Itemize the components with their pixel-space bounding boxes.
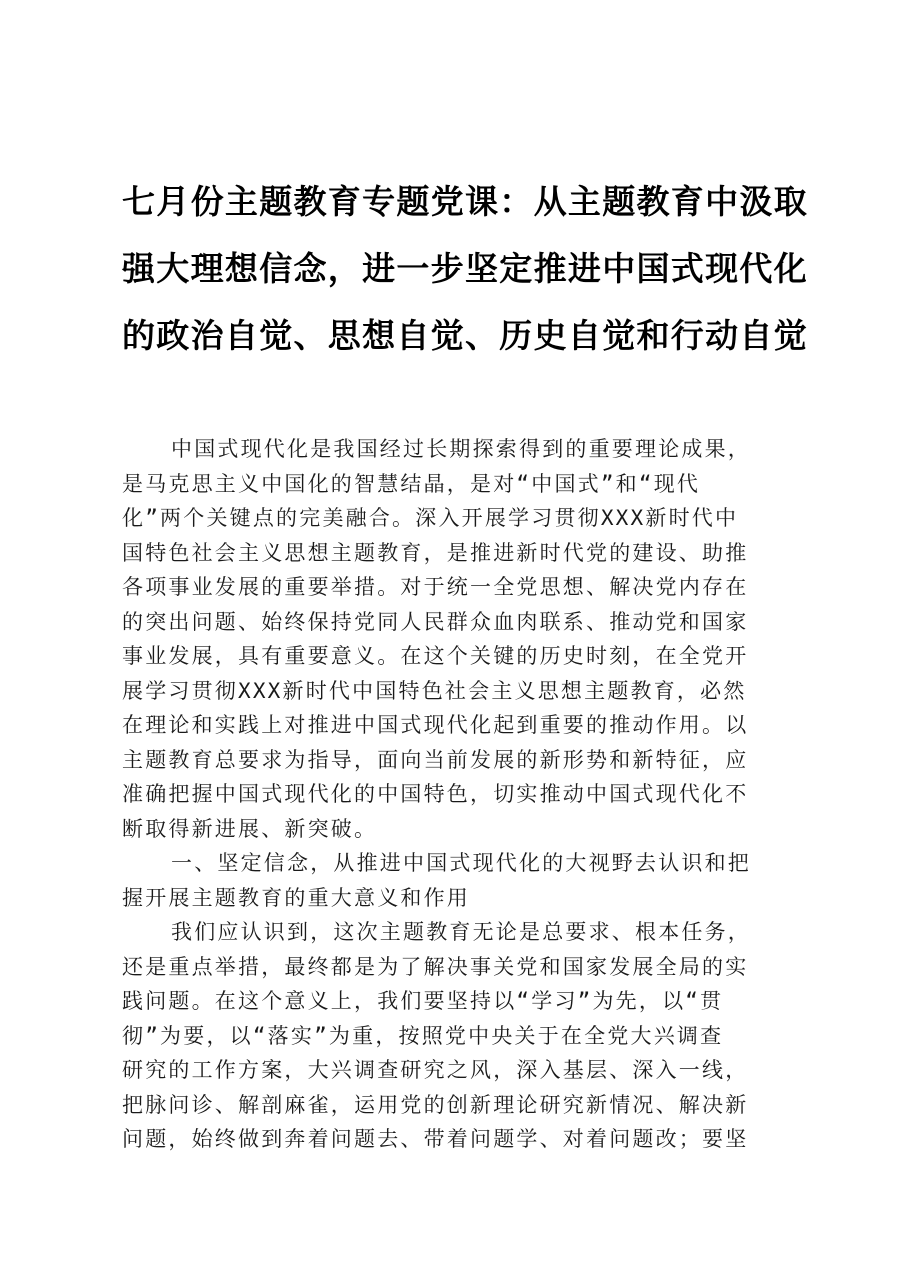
- title-line: 七月份主题教育专题党课：从主题教育中汲取: [122, 182, 808, 221]
- text-line: 问题，始终做到奔着问题去、带着问题学、对着问题改；要坚: [122, 1127, 749, 1151]
- text-line: 化”两个关键点的完美融合。深入开展学习贯彻XXX新时代中: [122, 506, 739, 530]
- document-body: [122, 432, 802, 1157]
- title-line: 强大理想信念，进一步坚定推进中国式现代化: [122, 249, 808, 288]
- heading-line: 一、坚定信念，从推进中国式现代化的大视野去认识和把: [171, 851, 751, 875]
- text-line: 是马克思主义中国化的智慧结晶，是对“中国式”和“现代: [122, 471, 701, 496]
- text-line: 中国式现代化是我国经过长期探索得到的重要理论成果，: [171, 437, 751, 461]
- text-line: 把脉问诊、解剖麻雀，运用党的创新理论研究新情况、解决新: [122, 1092, 749, 1117]
- text-line: 还是重点举措，最终都是为了解决事关党和国家发展全局的实: [122, 954, 749, 979]
- text-line: 准确把握中国式现代化的中国特色，切实推动中国式现代化不: [122, 782, 749, 806]
- text-line: 的突出问题、始终保持党同人民群众血肉联系、推动党和国家: [122, 609, 749, 634]
- document-title: [122, 168, 808, 369]
- text-line: 研究的工作方案，大兴调查研究之风，深入基层、深入一线，: [122, 1058, 749, 1082]
- text-line: 在理论和实践上对推进中国式现代化起到重要的推动作用。以: [122, 713, 749, 737]
- text-line: 主题教育总要求为指导，面向当前发展的新形势和新特征，应: [122, 747, 749, 772]
- text-line: 断取得新进展、新突破。: [122, 816, 378, 841]
- paragraph-intro: [122, 432, 802, 846]
- text-line: 彻”为要，以“落实”为重，按照党中央关于在全党大兴调查: [122, 1023, 724, 1048]
- text-line: 事业发展，具有重要意义。在这个关键的历史时刻，在全党开: [122, 644, 749, 668]
- text-line: 各项事业发展的重要举措。对于统一全党思想、解决党内存在: [122, 575, 749, 599]
- heading-line: 握开展主题教育的重大意义和作用: [122, 885, 470, 910]
- text-line: 国特色社会主义思想主题教育，是推进新时代党的建设、助推: [122, 540, 749, 565]
- paragraph-section-1: [122, 915, 802, 1157]
- text-line: 展学习贯彻XXX新时代中国特色社会主义思想主题教育，必然: [122, 678, 747, 703]
- text-line: 我们应认识到，这次主题教育无论是总要求、根本任务，: [171, 920, 751, 944]
- text-line: 践问题。在这个意义上，我们要坚持以“学习”为先，以“贯: [122, 989, 724, 1013]
- section-heading-1: [122, 846, 802, 915]
- title-line: 的政治自觉、思想自觉、历史自觉和行动自觉: [122, 316, 808, 355]
